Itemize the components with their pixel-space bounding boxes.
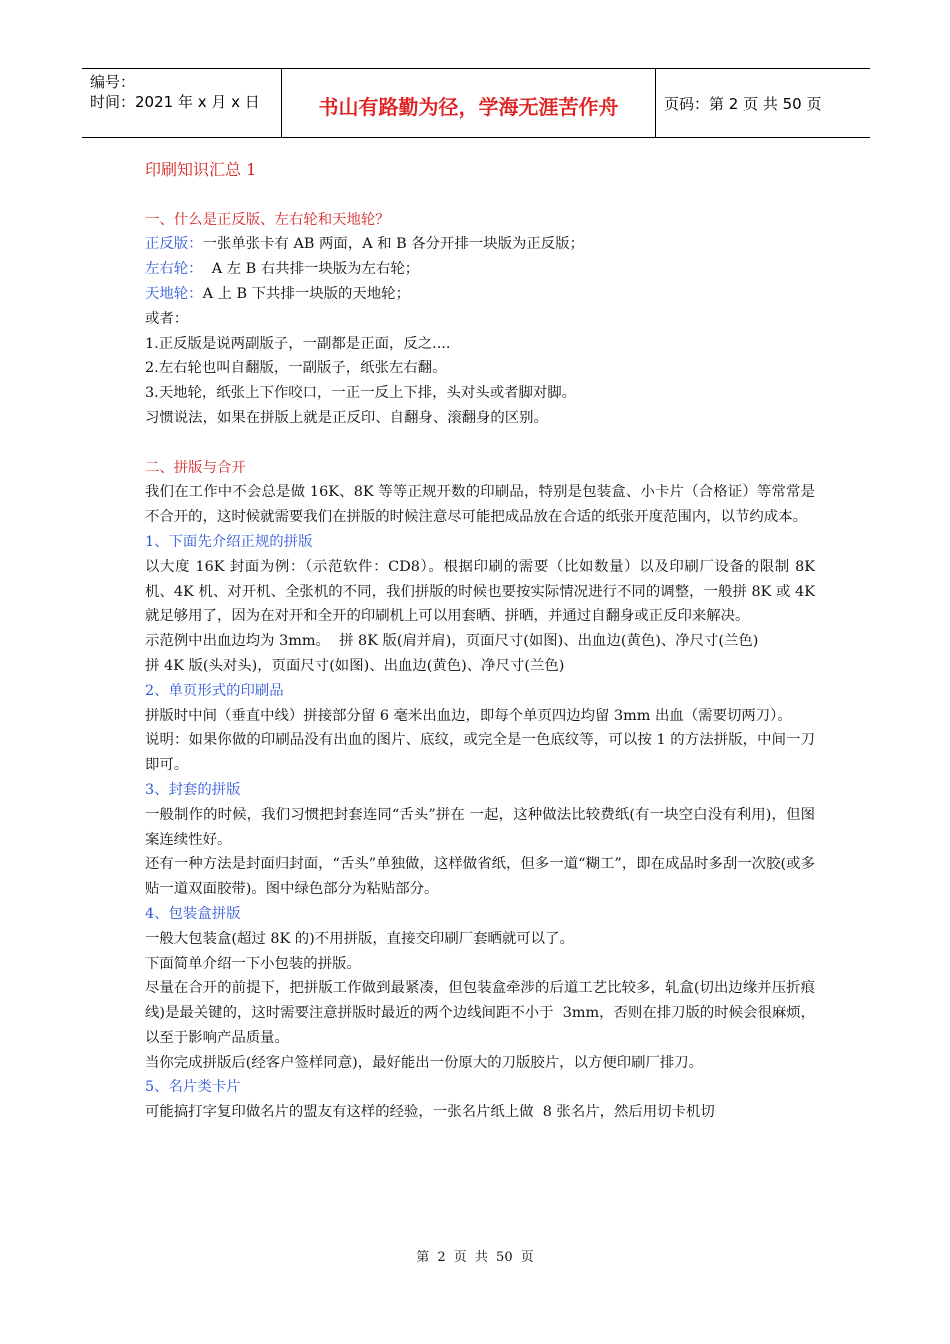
paragraph: 我们在工作中不会总是做 16K、8K 等等正规开数的印刷品，特别是包装盒、小卡片（合格证）等常常是不合开的，这时候就需要我们在拼版的时候注意尽可能把成品放在合适的纸张开度范围内，以节约成本。 [145,484,815,526]
definition-text: 一张单张卡有 AB 两面，A 和 B 各分开排一块版为正反版； [202,236,584,253]
header-motto: 书山有路勤为径，学海无涯苦作舟 [318,95,619,119]
page-header [82,68,870,138]
subsection-heading: 2、单页形式的印刷品 [145,682,284,699]
definition-line [145,282,815,307]
term-label: 左右轮： [145,261,203,278]
term-label: 正反版： [145,236,203,253]
paragraph: 3.天地轮，纸张上下作咬口，一正一反上下排，头对头或者脚对脚。 [145,385,577,402]
document-body [145,158,815,1125]
paragraph: 或者： [145,310,189,327]
header-time-label: 时间：2021 年 x 月 x 日 [90,93,260,111]
paragraph: 尽量在合开的前提下，把拼版工作做到最紧凑，但包装盒牵涉的后道工艺比较多，轧盒(切出边缘并压折痕线)是最关键的，这时需要注意拼版时最近的两个边线间距不小于 3mm，否则在排刀版的时候会很麻烦，以至于影响产品质量。 [145,980,816,1046]
paragraph: 以大度 16K 封面为例：（示范软件：CD8）。根据印刷的需要（比如数量）以及印刷厂设备的限制 8K 机、4K 机、对开机、全张机的不同，我们拼版的时候也要按实际情况进行不同的调整，一般拼 8K 或 4K 就足够用了，因为在对开和全开的印刷机上可以用套晒、拼晒，并通过自翻身或正反印来解决。 [145,558,815,625]
page-footer: 第 2 页 共 50 页 [416,1250,534,1265]
paragraph: 说明：如果你做的印刷品没有出血的图片、底纹，或完全是一色底纹等，可以按 1 的方法拼版，中间一刀即可。 [145,732,815,774]
header-page-info: 页码：第 2 页 共 50 页 [664,95,822,113]
header-page-cell [656,69,870,137]
term-label: 天地轮： [145,285,203,302]
definition-line [145,257,815,282]
paragraph: 示范例中出血边均为 3mm。 拼 8K 版(肩并肩)，页面尺寸(如图)、出血边(黄色)、净尺寸(兰色) [145,633,759,650]
paragraph: 一般大包装盒(超过 8K 的)不用拼版，直接交印刷厂套晒就可以了。 [145,930,574,947]
header-motto-cell [281,69,656,137]
definition-text: A 上 B 下共排一块版的天地轮； [202,285,410,302]
subsection-heading: 5、名片类卡片 [145,1079,241,1096]
subsection-heading: 3、封套的拼版 [145,781,241,798]
definition-line [145,232,815,257]
document-title: 印刷知识汇总 1 [145,160,257,179]
definition-text: A 左 B 右共排一块版为左右轮； [202,261,420,278]
paragraph: 1.正反版是说两副版子，一副都是正面，反之.... [145,335,451,352]
paragraph: 可能搞打字复印做名片的盟友有这样的经验，一张名片纸上做 8 张名片，然后用切卡机切 [145,1104,715,1121]
paragraph: 还有一种方法是封面归封面，“舌头”单独做，这样做省纸，但多一道“糊工”，即在成品时多刮一次胶(或多贴一道双面胶带)。图中绿色部分为粘贴部分。 [145,856,815,898]
subsection-heading: 1、下面先介绍正规的拼版 [145,533,313,550]
paragraph: 当你完成拼版后(经客户签样同意)，最好能出一份原大的刀版胶片，以方便印刷厂排刀。 [145,1054,704,1071]
paragraph: 下面简单介绍一下小包装的拼版。 [145,955,361,972]
section-heading-2: 二、拼版与合开 [145,459,246,476]
header-info-cell [82,69,280,137]
paragraph: 习惯说法，如果在拼版上就是正反印、自翻身、滚翻身的区别。 [145,409,548,426]
paragraph: 拼 4K 版(头对头)，页面尺寸(如图)、出血边(黄色)、净尺寸(兰色) [145,657,565,674]
section-heading-1: 一、什么是正反版、左右轮和天地轮？ [145,211,390,228]
subsection-heading: 4、包装盒拼版 [145,905,241,922]
paragraph: 一般制作的时候，我们习惯把封套连同“舌头”拼在 一起，这种做法比较费纸(有一块空白没有利用)，但图案连续性好。 [145,806,815,848]
header-code-label: 编号： [90,73,136,91]
paragraph: 2.左右轮也叫自翻版，一副版子，纸张左右翻。 [145,360,447,377]
paragraph: 拼版时中间（垂直中线）拼接部分留 6 毫米出血边，即每个单页四边均留 3mm 出血（需要切两刀）。 [145,707,792,724]
